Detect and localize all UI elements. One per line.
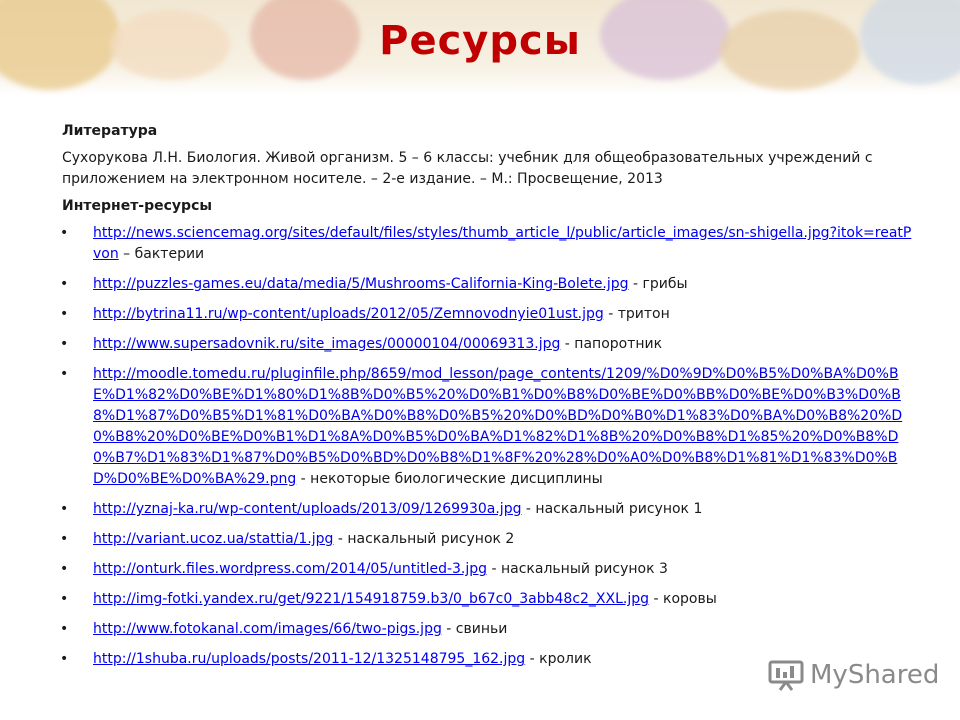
slide-content	[62, 121, 912, 679]
bullet: •	[60, 366, 69, 382]
reference-description: - тритон	[603, 306, 670, 322]
reference-link[interactable]: http://moodle.tomedu.ru/pluginfile.php/8659/mod_lesson/page_contents/1209/%D0%9D%D0%B5%D0%BA%D0%BE%D1%82%D0%BE%D1%80%D1%8B%D0%B5%20%D0%B1%D0%B8%D0%BE%D0%BB%D0%BE%D0%B3%D0%B8%D1%87%D0%B5%D1%81%D0%BA%D0%B8%D0%B5%20%D0%BD%D0%B0%D1%83%D0%BA%D0%B8%20%D0%B8%20%D0%BE%D0%B1%D1%8A%D0%B5%D0%BA%D1%82%D1%8B%20%D0%B8%D1%85%20%D0%B8%D0%B7%D1%83%D1%87%D0%B5%D0%BD%D0%B8%D1%8F%20%28%D0%A0%D0%B8%D1%81%D1%83%D0%BD%D0%BE%D0%BA%29.png	[93, 366, 903, 487]
list-item	[62, 274, 912, 295]
list-item	[62, 304, 912, 325]
reference-link[interactable]: http://www.fotokanal.com/images/66/two-pigs.jpg	[93, 621, 442, 637]
reference-description: – бактерии	[118, 246, 205, 262]
reference-description: - наскальный рисунок 3	[487, 561, 668, 577]
literature-heading: Литература	[62, 123, 158, 139]
reference-description: - свиньи	[441, 621, 508, 637]
reference-description: - папоротник	[560, 336, 663, 352]
reference-description: - наскальный рисунок 2	[333, 531, 515, 547]
reference-list	[62, 223, 912, 670]
bullet: •	[60, 651, 69, 667]
reference-link[interactable]: http://img-fotki.yandex.ru/get/9221/154918759.b3/0_b67c0_3abb48c2_XXL.jpg	[93, 591, 650, 607]
bullet: •	[60, 501, 69, 517]
bullet: •	[60, 306, 69, 322]
reference-link[interactable]: http://bytrina11.ru/wp-content/uploads/2012/05/Zemnovodnyie01ust.jpg	[93, 306, 604, 322]
internet-resources-heading: Интернет-ресурсы	[62, 198, 213, 214]
bullet: •	[60, 336, 69, 352]
reference-link[interactable]: http://puzzles-games.eu/data/media/5/Mushrooms-California-King-Bolete.jpg	[93, 276, 629, 292]
reference-link[interactable]: http://1shuba.ru/uploads/posts/2011-12/1325148795_162.jpg	[93, 651, 526, 667]
slide-title: Ресурсы	[379, 18, 581, 64]
reference-link[interactable]: http://variant.ucoz.ua/stattia/1.jpg	[93, 531, 334, 547]
bullet: •	[60, 225, 69, 241]
bullet: •	[60, 621, 69, 637]
bullet: •	[60, 276, 69, 292]
reference-link[interactable]: http://yznaj-ka.ru/wp-content/uploads/2013/09/1269930a.jpg	[93, 501, 522, 517]
list-item	[62, 619, 912, 640]
list-item	[62, 499, 912, 520]
bullet: •	[60, 591, 69, 607]
list-item	[62, 334, 912, 355]
list-item	[62, 223, 912, 265]
watermark-text: MyShared	[810, 660, 940, 690]
bullet: •	[60, 531, 69, 547]
literature-citation: Сухорукова Л.Н. Биология. Живой организм. 5 – 6 классы: учебник для общеобразовательных учреждений с приложением на электронном носителе. – 2-е издание. – М.: Просвещение, 2013	[62, 150, 873, 187]
myshared-watermark	[768, 657, 939, 693]
reference-description: - наскальный рисунок 1	[521, 501, 703, 517]
list-item	[62, 589, 912, 610]
bullet: •	[60, 561, 69, 577]
reference-link[interactable]: http://www.supersadovnik.ru/site_images/00000104/00069313.jpg	[93, 336, 561, 352]
presentation-screen-icon	[768, 659, 804, 691]
list-item	[62, 364, 912, 490]
reference-description: - некоторые биологические дисциплины	[296, 471, 603, 487]
reference-link[interactable]: http://news.sciencemag.org/sites/default/files/styles/thumb_article_l/public/article_images/sn-shigella.jpg?itok=reatPvon	[93, 225, 912, 262]
list-item	[62, 529, 912, 550]
reference-description: - коровы	[649, 591, 717, 607]
reference-description: - грибы	[628, 276, 688, 292]
list-item	[62, 559, 912, 580]
reference-description: - кролик	[525, 651, 592, 667]
reference-link[interactable]: http://onturk.files.wordpress.com/2014/05/untitled-3.jpg	[93, 561, 488, 577]
